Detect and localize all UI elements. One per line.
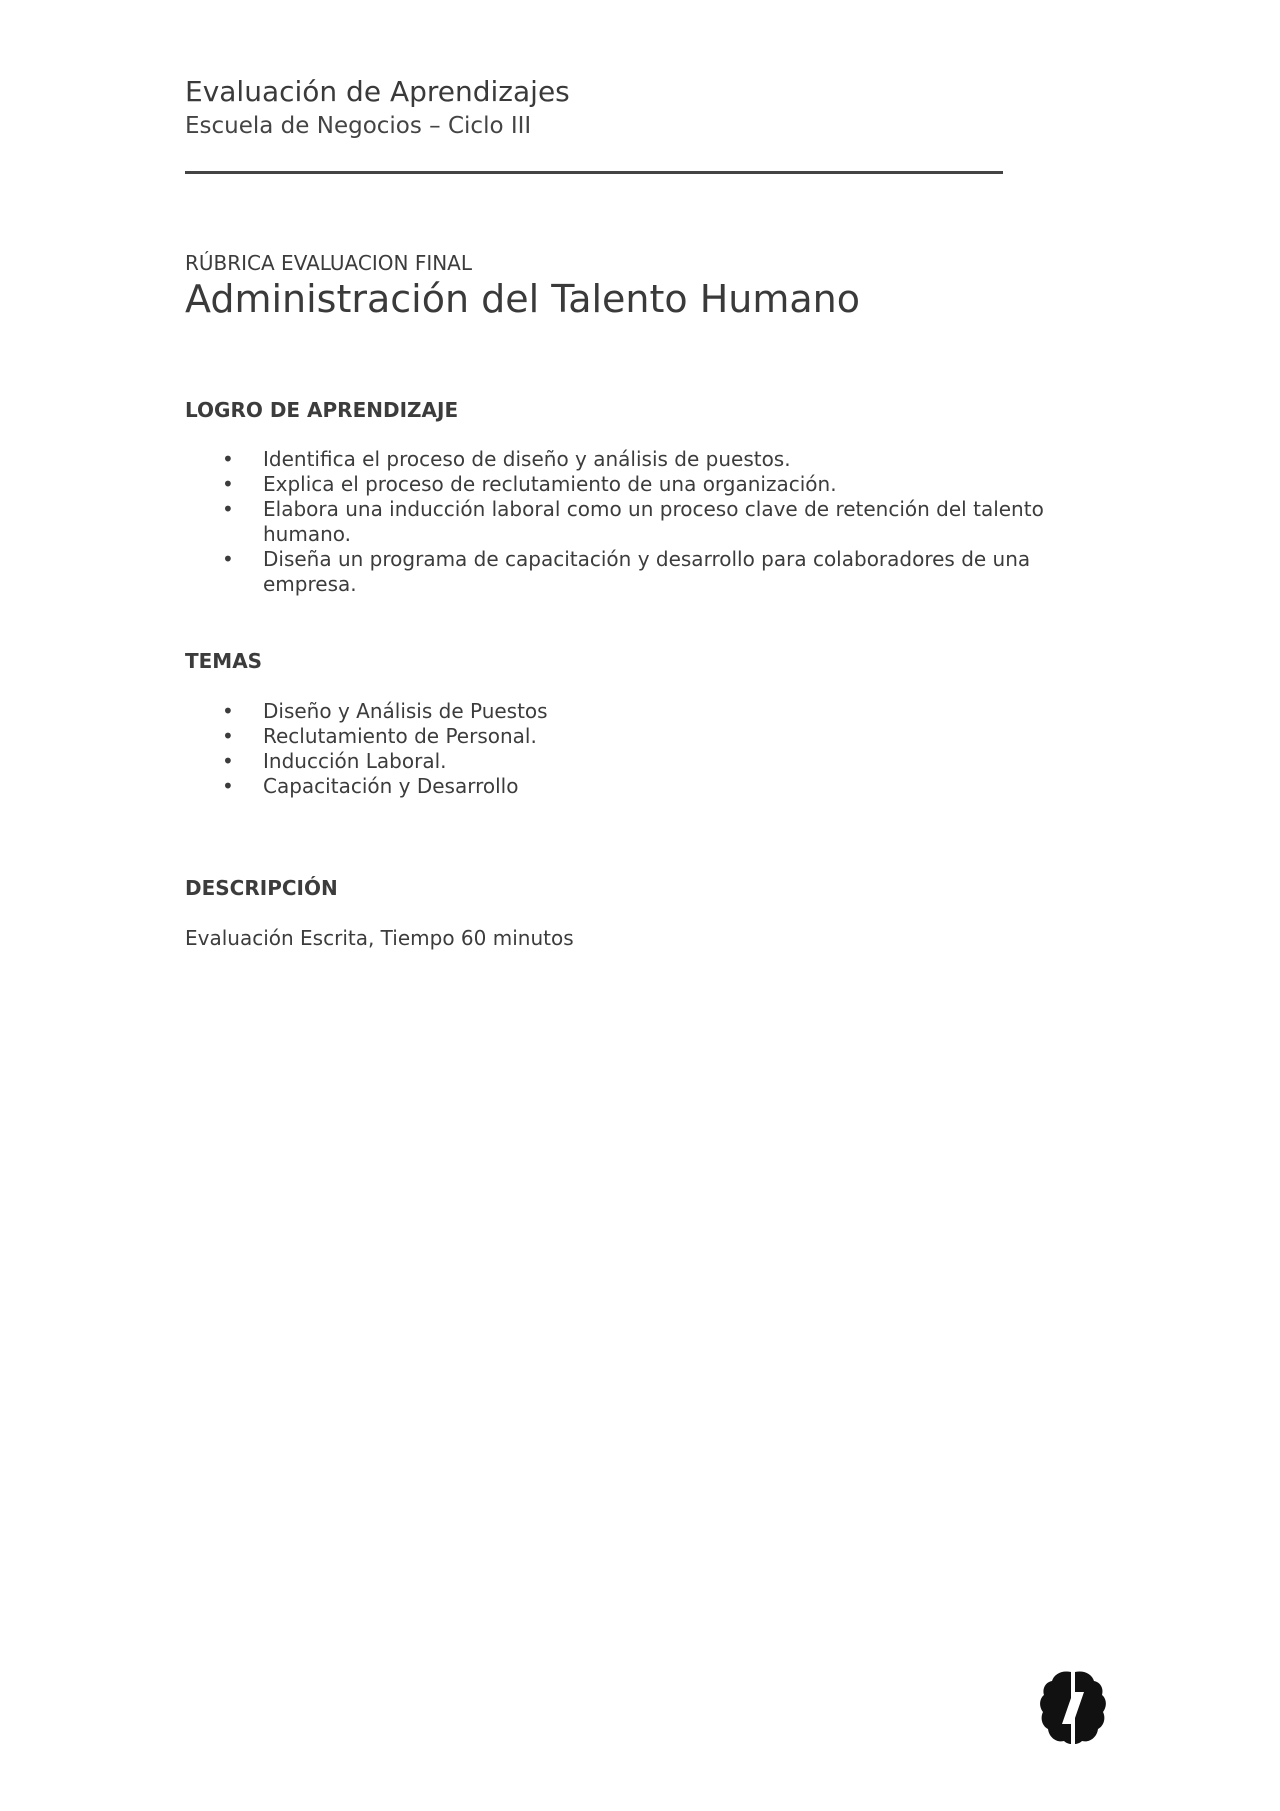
list-item [185, 699, 1105, 724]
logro-list [185, 447, 1105, 597]
bullet-icon: • [222, 472, 234, 496]
list-item-text: Explica el proceso de reclutamiento de una organización. [263, 472, 837, 496]
section-heading-descripcion: DESCRIPCIÓN [185, 876, 338, 900]
bullet-icon: • [222, 724, 234, 748]
bullet-icon: • [222, 497, 234, 521]
list-item-text: Inducción Laboral. [263, 749, 447, 773]
bullet-icon: • [222, 547, 234, 571]
list-item-text: Capacitación y Desarrollo [263, 774, 519, 798]
bullet-icon: • [222, 699, 234, 723]
list-item [185, 724, 1105, 749]
bullet-icon: • [222, 447, 234, 471]
section-heading-logro: LOGRO DE APRENDIZAJE [185, 398, 459, 422]
list-item [185, 447, 1105, 472]
list-item [185, 547, 1105, 597]
brain-right-hemisphere [1075, 1671, 1106, 1744]
list-item-text: Identifica el proceso de diseño y análisis de puestos. [263, 447, 791, 471]
list-item [185, 774, 1105, 799]
list-item-text: Diseño y Análisis de Puestos [263, 699, 548, 723]
list-item-text: Diseña un programa de capacitación y desarrollo para colaboradores de una empresa. [263, 547, 1031, 596]
description-text: Evaluación Escrita, Tiempo 60 minutos [185, 926, 574, 950]
brain-icon [1038, 1668, 1108, 1748]
list-item-text: Elabora una inducción laboral como un proceso clave de retención del talento humano. [263, 497, 1044, 546]
header-subtitle: Escuela de Negocios – Ciclo III [185, 113, 532, 139]
list-item-text: Reclutamiento de Personal. [263, 724, 537, 748]
section-heading-temas: TEMAS [185, 649, 263, 673]
header-divider [185, 171, 1003, 174]
list-item [185, 472, 1105, 497]
bullet-icon: • [222, 774, 234, 798]
rubric-label: RÚBRICA EVALUACION FINAL [185, 251, 473, 275]
list-item [185, 749, 1105, 774]
course-title: Administración del Talento Humano [185, 277, 861, 321]
list-item [185, 497, 1105, 547]
header-title: Evaluación de Aprendizajes [185, 75, 570, 108]
temas-list [185, 699, 1105, 799]
bullet-icon: • [222, 749, 234, 773]
brain-left-hemisphere [1040, 1671, 1071, 1744]
